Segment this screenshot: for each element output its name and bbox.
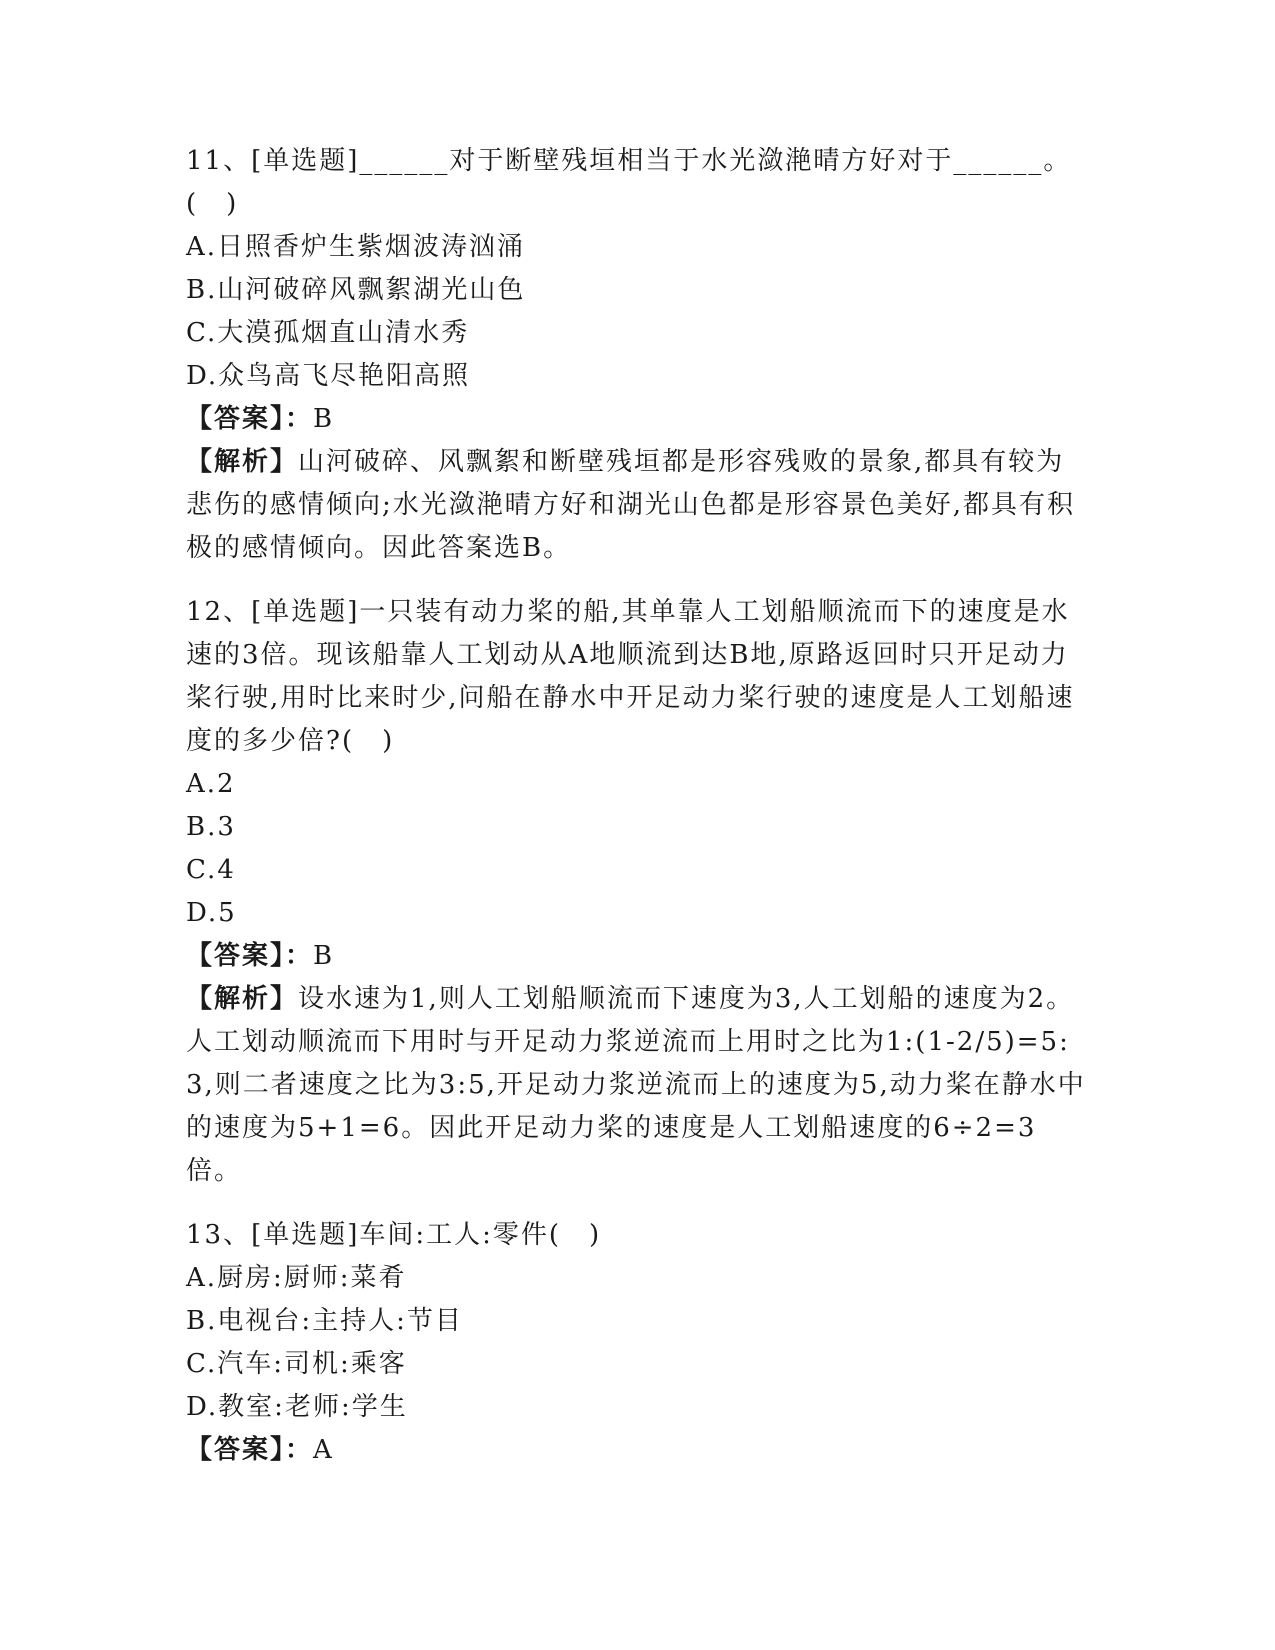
answer-value: B	[313, 404, 335, 434]
option-c: C.大漠孤烟直山清水秀	[186, 318, 470, 348]
answer-separator: ：	[285, 404, 314, 434]
analysis-paragraph	[186, 978, 1086, 1193]
option-d: D.众鸟高飞尽艳阳高照	[186, 361, 471, 391]
answer-separator: ：	[285, 1435, 314, 1465]
option-a: A.厨房:厨师:菜肴	[186, 1263, 407, 1293]
question-12	[186, 591, 1086, 1193]
answer-label: 【答案】	[186, 941, 286, 971]
question-stem: 11、[单选题]______对于断壁残垣相当于水光潋滟晴方好对于______。( )	[186, 146, 1072, 219]
answer-line	[186, 935, 1086, 978]
option-b: B.山河破碎风飘絮湖光山色	[186, 275, 526, 305]
analysis-label: 【解析】	[186, 447, 299, 477]
question-13	[186, 1214, 1086, 1472]
option-b: B.3	[186, 812, 236, 842]
option-c: C.4	[186, 855, 236, 885]
document-page	[186, 140, 1086, 1493]
question-stem: 12、[单选题]一只装有动力桨的船,其单靠人工划船顺流而下的速度是水速的3倍。现该船靠人工划动从A地顺流到达B地,原路返回时只开足动力桨行驶,用时比来时少,问船在静水中开足动力桨行驶的速度是人工划船速度的多少倍?( )	[186, 597, 1075, 756]
option-b: B.电视台:主持人:节目	[186, 1306, 463, 1336]
answer-value: A	[313, 1435, 334, 1465]
analysis-label: 【解析】	[186, 984, 299, 1014]
answer-label: 【答案】	[186, 1435, 286, 1465]
option-a: A.2	[186, 769, 236, 799]
option-d: D.5	[186, 898, 237, 928]
option-c: C.汽车:司机:乘客	[186, 1349, 407, 1379]
option-a: A.日照香炉生紫烟波涛汹涌	[186, 232, 526, 262]
answer-label: 【答案】	[186, 404, 286, 434]
analysis-paragraph	[186, 441, 1086, 570]
answer-line	[186, 1429, 1086, 1472]
question-11	[186, 140, 1086, 570]
option-d: D.教室:老师:学生	[186, 1392, 408, 1422]
question-stem: 13、[单选题]车间:工人:零件( )	[186, 1220, 602, 1250]
analysis-text: 设水速为1,则人工划船顺流而下速度为3,人工划船的速度为2。人工划动顺流而下用时与开足动力浆逆流而上用时之比为1:(1-2/5)=5:3,则二者速度之比为3:5,开足动力浆逆流而上的速度为5,动力桨在静水中的速度为5+1=6。因此开足动力桨的速度是人工划船速度的6÷2=3倍。	[186, 984, 1086, 1186]
answer-value: B	[313, 941, 335, 971]
answer-separator: ：	[285, 941, 314, 971]
analysis-text: 山河破碎、风飘絮和断壁残垣都是形容残败的景象,都具有较为悲伤的感情倾向;水光潋滟晴方好和湖光山色都是形容景色美好,都具有积极的感情倾向。因此答案选B。	[186, 447, 1076, 563]
answer-line	[186, 398, 1086, 441]
